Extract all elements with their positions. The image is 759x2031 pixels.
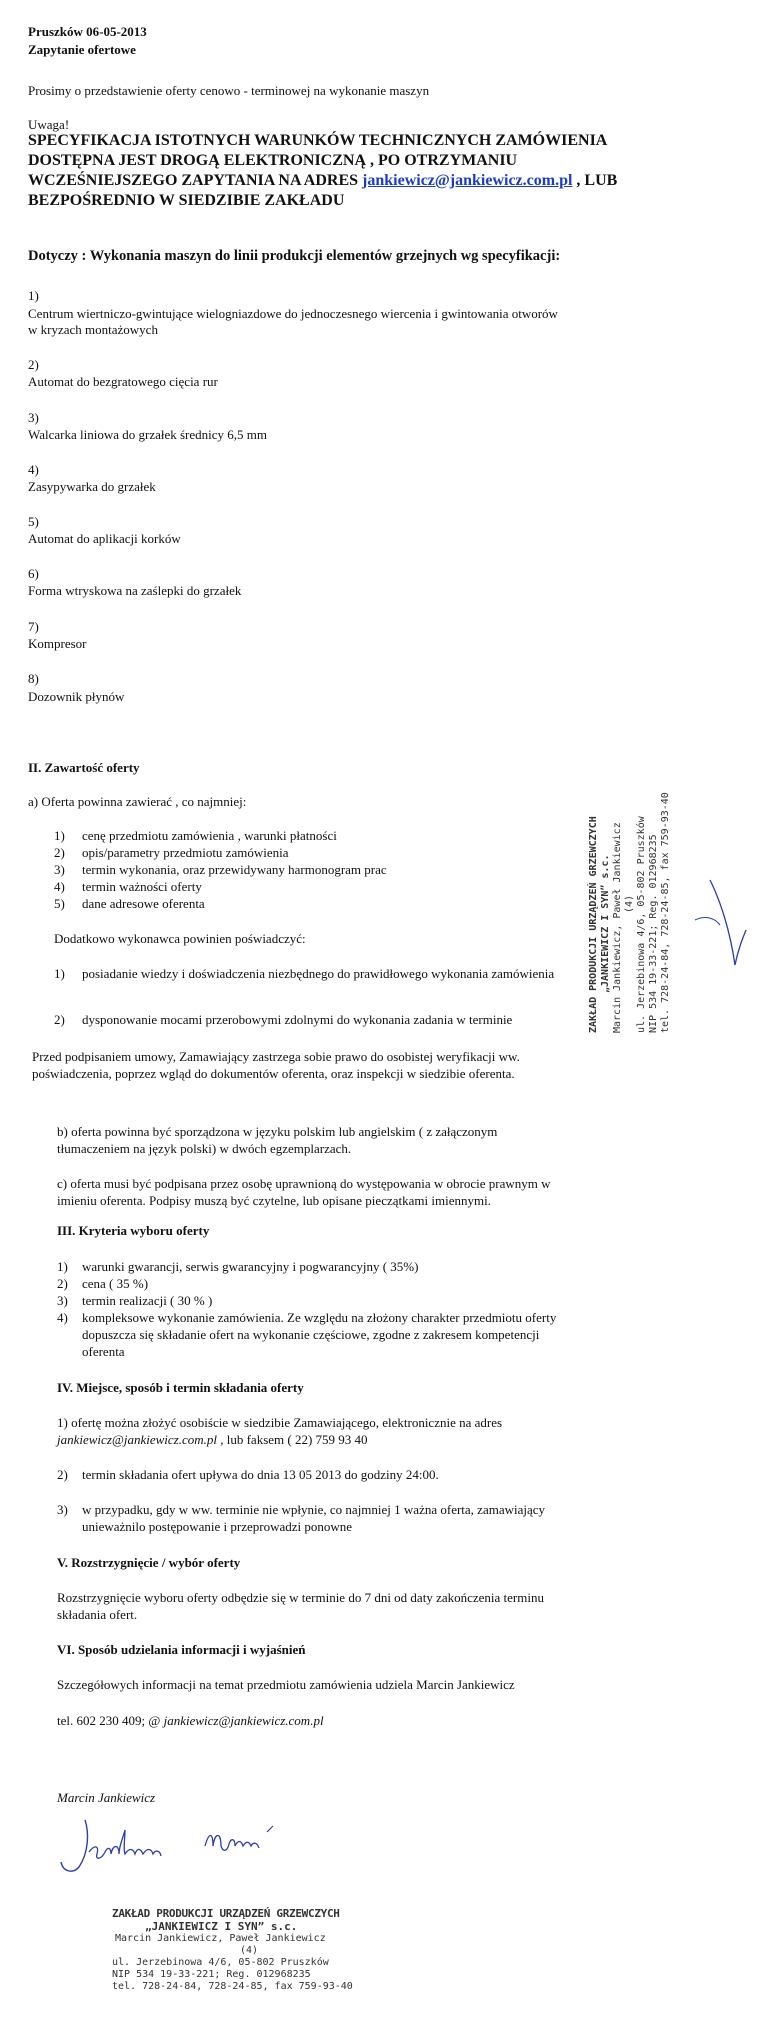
notice-line-3-post: , LUB [572, 172, 618, 189]
machine-item-cont: w kryzach montażowych [28, 322, 158, 337]
list-number: 4) [57, 1310, 68, 1325]
side-stamp-line-3: Marcin Jankiewicz, Paweł Jankiewicz [612, 822, 623, 1033]
machine-item: Centrum wiertniczo-gwintujące wielogniazdowe do jednoczesnego wiercenia i gwintowania otworów [28, 306, 558, 321]
notice-line-2: DOSTĘPNA JEST DROGĄ ELEKTRONICZNĄ , PO OTRZYMANIU [28, 152, 518, 169]
notice-email-link[interactable]: jankiewicz@jankiewicz.com.pl [362, 172, 573, 189]
side-stamp-line-1: ZAKŁAD PRODUKCJI URZĄDZEŃ GRZEWCZYCH [588, 816, 599, 1033]
side-stamp-line-4: (4) [624, 894, 635, 913]
section-4-item-3-line-1: w przypadku, gdy w ww. terminie nie wpłynie, co najmniej 1 ważna oferta, zamawiający [82, 1502, 546, 1517]
machine-item: Automat do aplikacji korków [28, 531, 181, 546]
stamp-line-1: ZAKŁAD PRODUKCJI URZĄDZEŃ GRZEWCZYCH [112, 1907, 340, 1920]
note-label: Uwaga! [28, 117, 70, 132]
place-date: Pruszków 06-05-2013 [28, 24, 147, 39]
machine-item: Automat do bezgratowego cięcia rur [28, 374, 218, 389]
list-number: 4) [54, 879, 65, 894]
stamp-line-7: tel. 728-24-84, 728-24-85, fax 759-93-40 [112, 1981, 353, 1992]
section-4-item-1-line-2 [57, 1432, 368, 1448]
deadline-text: termin składania ofert upływa do dnia 13 05 2013 do godziny 24:00. [82, 1467, 439, 1482]
machine-item: Zasypywarka do grzałek [28, 479, 156, 494]
section-4-item-3-line-2: unieważnilo postępowanie i przeprowadzi ponowne [82, 1519, 353, 1534]
list-item-cont: oferenta [82, 1344, 125, 1359]
list-item: dysponowanie mocami przerobowymi zdolnymi do wykonania zadania w terminie [82, 1012, 513, 1027]
machine-number: 5) [28, 514, 39, 529]
list-item: posiadanie wiedzy i doświadczenia niezbędnego do prawidłowego wykonania zamówienia [82, 966, 555, 981]
list-number: 1) [54, 828, 65, 843]
section-2-a-intro: a) Oferta powinna zawierać , co najmniej: [28, 794, 247, 809]
machine-number: 3) [28, 410, 39, 425]
handwritten-signature [55, 1812, 315, 1882]
list-number: 2) [57, 1467, 68, 1482]
machine-number: 2) [28, 357, 39, 372]
section-5-line-1: Rozstrzygnięcie wyboru oferty odbędzie się w terminie do 7 dni od daty zakończenia terminu [57, 1590, 544, 1605]
section-3-title: III. Kryteria wyboru oferty [57, 1223, 210, 1238]
machine-number: 1) [28, 288, 39, 303]
stamp-line-5: ul. Jerzebinowa 4/6, 05-802 Pruszków [112, 1957, 329, 1968]
side-stamp-line-7: tel. 728-24-84, 728-24-85, fax 759-93-40 [660, 792, 671, 1033]
reservation-line-1: Przed podpisaniem umowy, Zamawiający zastrzega sobie prawo do osobistej weryfikacji ww. [32, 1049, 520, 1064]
machine-number: 4) [28, 462, 39, 477]
stamp-line-6: NIP 534 19-33-221; Reg. 012968235 [112, 1969, 311, 1980]
list-number: 3) [57, 1293, 68, 1308]
submission-email[interactable]: jankiewicz@jankiewicz.com.pl [57, 1432, 217, 1447]
list-number: 5) [54, 896, 65, 911]
stamp-line-4: (4) [240, 1945, 259, 1956]
notice-line-3-pre: WCZEŚNIEJSZEGO ZAPYTANIA NA ADRES [28, 172, 363, 189]
machine-item: Kompresor [28, 636, 87, 651]
machine-item: Dozownik płynów [28, 689, 125, 704]
notice-line-4: BEZPOŚREDNIO W SIEDZIBIE ZAKŁADU [28, 192, 345, 209]
list-number: 2) [57, 1276, 68, 1291]
list-item: termin realizacji ( 30 % ) [82, 1293, 213, 1308]
contact-email[interactable]: jankiewicz@jankiewicz.com.pl [163, 1713, 324, 1728]
section-4-title: IV. Miejsce, sposób i termin składania oferty [57, 1380, 304, 1395]
contact-line [57, 1713, 324, 1729]
signature-text: Jankiewicz Marcin [55, 1880, 63, 1881]
fax-text: , lub faksem ( 22) 759 93 40 [216, 1432, 368, 1447]
side-stamp-line-6: NIP 534 19-33-221; Reg. 012968235 [648, 834, 659, 1033]
document-type: Zapytanie ofertowe [28, 42, 136, 57]
side-stamp-line-2: „JANKIEWICZ I SYN” s.c. [600, 854, 611, 993]
list-item: termin ważności oferty [82, 879, 202, 894]
machine-number: 8) [28, 671, 39, 686]
stamp-line-2: „JANKIEWICZ I SYN” s.c. [145, 1920, 298, 1933]
machine-number: 6) [28, 566, 39, 581]
stamp-line-3: Marcin Jankiewicz, Paweł Jankiewicz [115, 1933, 326, 1944]
section-2-c-line-1: c) oferta musi być podpisana przez osobę uprawnioną do występowania w obrocie prawnym w [57, 1176, 551, 1191]
list-number: 3) [54, 862, 65, 877]
list-item: warunki gwarancji, serwis gwarancyjny i pogwarancyjny ( 35%) [82, 1259, 419, 1274]
list-item: termin wykonania, oraz przewidywany harmonogram prac [82, 862, 387, 877]
list-item: opis/parametry przedmiotu zamówienia [82, 845, 289, 860]
reservation-line-2: poświadczenia, poprzez wgląd do dokumentów oferenta, oraz inspekcji w siedzibie oferenta. [32, 1066, 515, 1081]
list-number: 1) [54, 966, 65, 981]
list-number: 3) [57, 1502, 68, 1517]
section-6-line-1: Szczegółowych informacji na temat przedmiotu zamówienia udziela Marcin Jankiewicz [57, 1677, 515, 1692]
extra-intro: Dodatkowo wykonawca powinien poświadczyć: [54, 931, 306, 946]
list-item: cena ( 35 %) [82, 1276, 149, 1291]
notice-line-1: SPECYFIKACJA ISTOTNYCH WARUNKÓW TECHNICZNYCH ZAMÓWIENIA [28, 132, 608, 149]
machine-item: Walcarka liniowa do grzałek średnicy 6,5 mm [28, 427, 268, 442]
contact-phone: tel. 602 230 409; @ [57, 1713, 164, 1728]
list-number: 2) [54, 845, 65, 860]
section-2-title: II. Zawartość oferty [28, 760, 140, 775]
section-6-title: VI. Sposób udzielania informacji i wyjaśnień [57, 1642, 306, 1657]
list-item: dane adresowe oferenta [82, 896, 205, 911]
subject-line: Dotyczy : Wykonania maszyn do linii produkcji elementów grzejnych wg specyfikacji: [28, 248, 561, 264]
section-5-title: V. Rozstrzygnięcie / wybór oferty [57, 1555, 241, 1570]
section-2-b-line-1: b) oferta powinna być sporządzona w języku polskim lub angielskim ( z załączonym [57, 1124, 498, 1139]
notice-line-3 [28, 171, 617, 190]
list-item-cont: dopuszcza się składanie ofert na wykonanie częściowe, zgodne z zakresem kompetencji [82, 1327, 540, 1342]
side-stamp-line-5: ul. Jerzebinowa 4/6, 05-802 Pruszków [636, 816, 647, 1033]
section-4-item-1-line-1: 1) ofertę można złożyć osobiście w siedzibie Zamawiającego, elektronicznie na adres [57, 1415, 503, 1430]
section-2-b-line-2: tłumaczeniem na język polski) w dwóch egzemplarzach. [57, 1141, 352, 1156]
intro-text: Prosimy o przedstawienie oferty cenowo - terminowej na wykonanie maszyn [28, 83, 430, 98]
list-item: cenę przedmiotu zamówienia , warunki płatności [82, 828, 337, 843]
machine-number: 7) [28, 619, 39, 634]
section-5-line-2: składania ofert. [57, 1607, 138, 1622]
list-number: 2) [54, 1012, 65, 1027]
machine-item: Forma wtryskowa na zaślepki do grzałek [28, 583, 242, 598]
list-item: kompleksowe wykonanie zamówienia. Ze względu na złożony charakter przedmiotu oferty [82, 1310, 557, 1325]
section-2-c-line-2: imieniu oferenta. Podpisy muszą być czytelne, lub opisane pieczątkami imiennymi. [57, 1193, 491, 1208]
list-number: 1) [57, 1259, 68, 1274]
side-signature-scribble [690, 870, 750, 980]
signatory-name: Marcin Jankiewicz [57, 1790, 156, 1805]
